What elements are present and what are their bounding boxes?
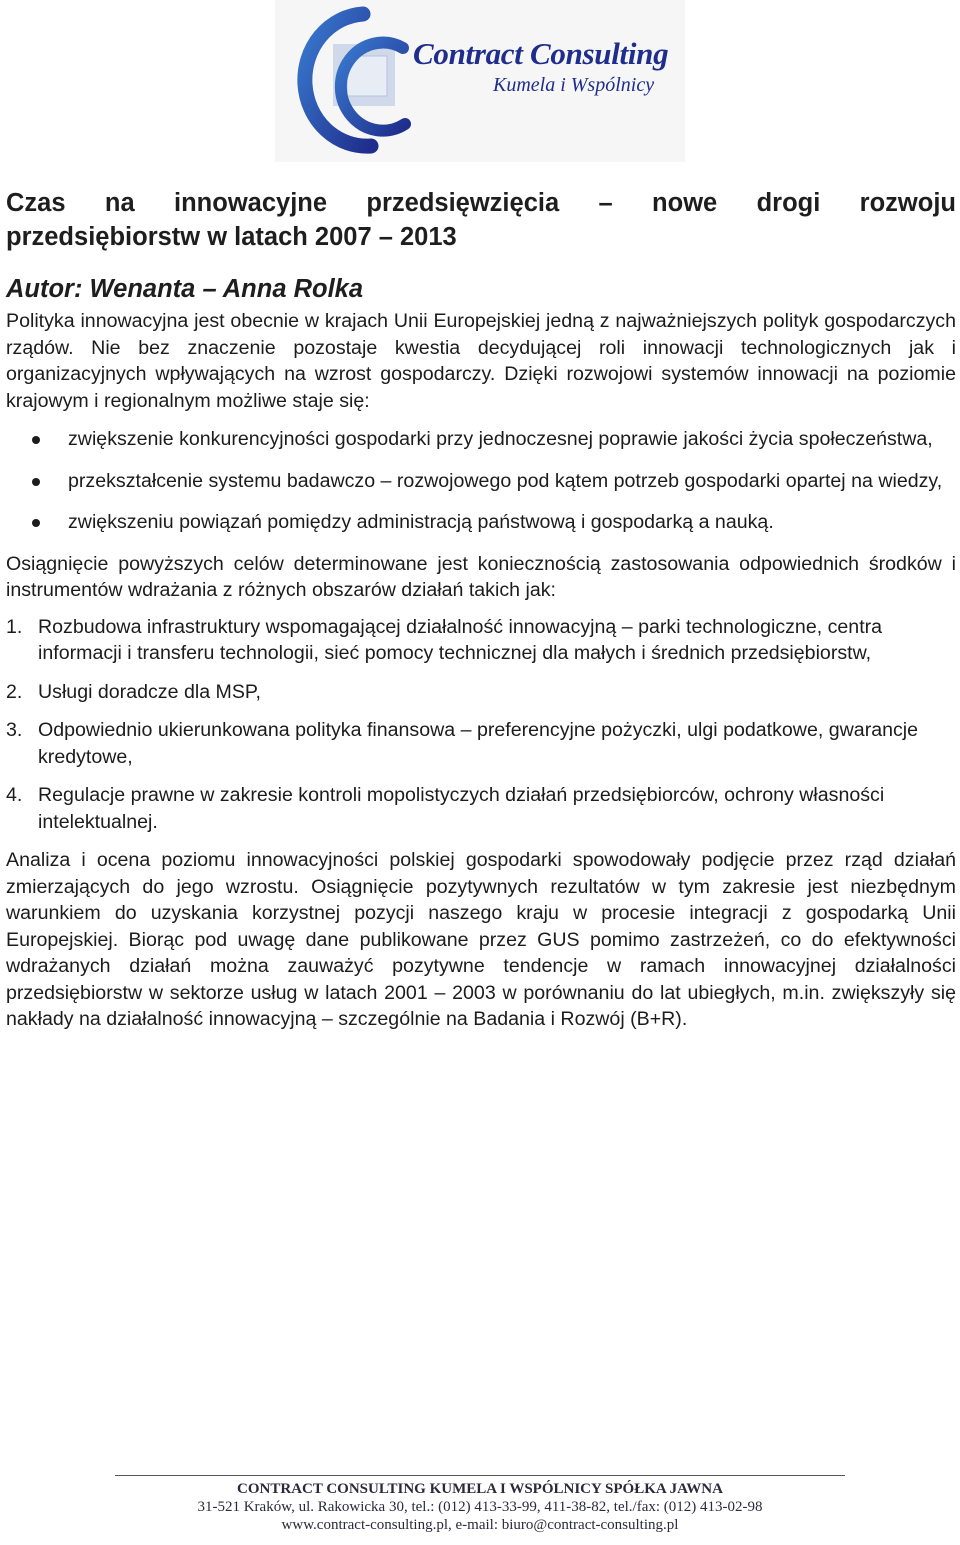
list-number: 1. [6, 615, 23, 638]
document-title-line-2: przedsiębiorstw w latach 2007 – 2013 [6, 223, 457, 251]
page-footer [0, 1475, 960, 1534]
document-author: Autor: Wenanta – Anna Rolka [6, 275, 364, 303]
list-number: 4. [6, 784, 23, 806]
company-logo [275, 0, 685, 162]
analysis-paragraph: Analiza i ocena poziomu innowacyjności polskiej gospodarki spowodowały podjęcie przez rząd działań zmierzających do jego wzrostu. Osiągnięcie pozytywnych rezultatów w tym zakresie jest niezbędnym warunkiem do uzyskania korzystnej pozycji naszego kraju w procesie integracji z gospodarką Unii Europejskiej. Biorąc pod uwagę dane publikowane przez GUS pomimo zastrzeżeń, co do efektywności wdrażanych działań można zauważyć pozytywne tendencje w ramach innowacyjnej działalności przedsiębiorstw w sektorze usług w latach 2001 – 2003 w porównaniu do lat ubiegłych, m.in. zwiększyły się nakłady na działalność innowacyjną – szczególnie na Badania i Rozwój (B+R). [6, 849, 956, 1030]
document-body [6, 186, 956, 1033]
footer-company: CONTRACT CONSULTING KUMELA I WSPÓLNICY SPÓŁKA JAWNA [237, 1481, 723, 1497]
list-item-text: Usługi doradcze dla MSP, [38, 680, 261, 703]
logo-subtitle: Kumela i Wspólnicy [493, 74, 655, 96]
list-item-text: Rozbudowa infrastruktury wspomagającej działalność innowacyjną – parki technologiczne, centra informacji i transferu technologii, sieć pomocy technicznej dla małych i średnich przedsiębiorstw, [38, 615, 883, 664]
list-item-text: zwiększenie konkurencyjności gospodarki przy jednoczesnej poprawie jakości życia społeczeństwa, [68, 428, 933, 450]
document-title-line-1: Czas na innowacyjne przedsięwzięcia – nowe drogi rozwoju [6, 189, 956, 217]
list-item-text: Odpowiednio ukierunkowana polityka finansowa – preferencyjne pożyczki, ulgi podatkowe, gwarancje kredytowe, [38, 719, 919, 768]
measures-list [6, 614, 956, 836]
logo-name: Contract Consulting [413, 36, 669, 71]
list-item-text: przekształcenie systemu badawczo – rozwojowego pod kątem potrzeb gospodarki opartej na wiedzy, [68, 469, 943, 492]
goals-paragraph: Osiągnięcie powyższych celów determinowane jest koniecznością zastosowania odpowiednich środków i instrumentów wdrażania z różnych obszarów działań takich jak: [6, 552, 956, 601]
intro-paragraph: Polityka innowacyjna jest obecnie w krajach Unii Europejskiej jedną z najważniejszych polityk gospodarczych rządów. Nie bez znaczenie pozostaje kwestia decydującej roli innowacji technologicznych jak i organizacyjnych wpływających na wzrost gospodarczy. Dzięki rozwojowi systemów innowacji na poziomie krajowym i regionalnym możliwe staje się: [6, 310, 956, 412]
list-number: 3. [6, 719, 23, 741]
footer-divider [115, 1475, 845, 1476]
cc-monogram-icon [275, 0, 445, 162]
list-item [6, 468, 956, 495]
list-number: 2. [6, 680, 23, 703]
list-item [6, 614, 956, 667]
list-item [6, 717, 956, 770]
bullet-icon [32, 478, 40, 486]
list-item [6, 509, 956, 536]
list-item [6, 679, 956, 706]
bullet-icon [32, 519, 40, 527]
list-item-text: zwiększeniu powiązań pomiędzy administracją państwową i gospodarką a nauką. [68, 511, 774, 533]
benefits-list [6, 426, 956, 536]
footer-address: 31-521 Kraków, ul. Rakowicka 30, tel.: (012) 413-33-99, 411-38-82, tel./fax: (012) 413-02-98 [197, 1499, 763, 1515]
list-item [6, 426, 956, 453]
list-item-text: Regulacje prawne w zakresie kontroli mopolistyczych działań przedsiębiorców, ochrony własności intelektualnej. [38, 784, 885, 833]
list-item [6, 782, 956, 835]
footer-contact: www.contract-consulting.pl, e-mail: biuro@contract-consulting.pl [281, 1517, 679, 1533]
bullet-icon [32, 436, 40, 444]
